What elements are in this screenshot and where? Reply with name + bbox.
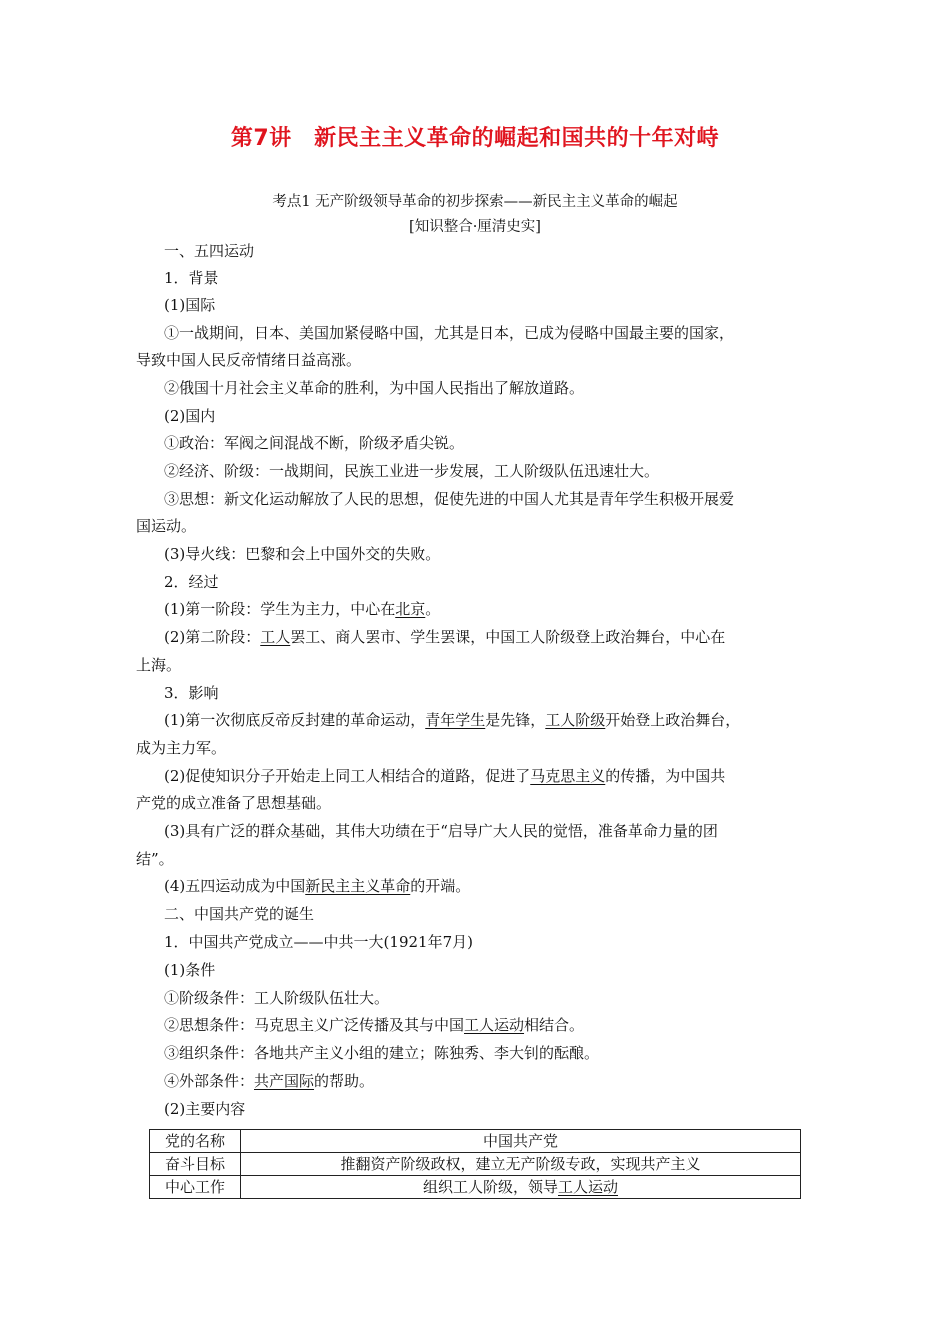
paragraph: 产党的成立准备了思想基础。 — [136, 794, 332, 812]
table-row — [150, 1176, 801, 1199]
item-heading: (1)条件 — [164, 961, 216, 979]
underlined-term: 北京 — [395, 600, 426, 618]
paragraph: (3)具有广泛的群众基础，其伟大功绩在于“启导广大人民的觉悟，准备革命力量的团 — [164, 822, 718, 840]
underlined-term: 青年学生 — [425, 711, 486, 729]
paragraph: ①阶级条件：工人阶级队伍壮大。 — [164, 989, 390, 1007]
table-cell-value: 中国共产党 — [241, 1130, 801, 1153]
subsection-heading: 2．经过 — [164, 573, 219, 591]
text: 的帮助。 — [314, 1072, 375, 1090]
paragraph: ①政治：军阀之间混战不断，阶级矛盾尖锐。 — [164, 434, 465, 452]
item-heading: (1)国际 — [164, 296, 216, 314]
text: 相结合。 — [524, 1016, 585, 1034]
table-cell-key: 中心工作 — [150, 1176, 241, 1199]
lesson-title: 第7讲 新民主主义革命的崛起和国共的十年对峙 — [230, 126, 720, 151]
section-heading: 二、中国共产党的诞生 — [164, 905, 315, 923]
text: 罢工、商人罢市、学生罢课，中国工人阶级登上政治舞台，中心在 — [290, 628, 726, 646]
paragraph — [164, 876, 470, 896]
section-heading: 一、五四运动 — [164, 242, 255, 260]
paragraph: 国运动。 — [136, 517, 197, 535]
table-cell-key: 奋斗目标 — [150, 1153, 241, 1176]
underlined-term: 工人运动 — [558, 1178, 619, 1196]
paragraph: 成为主力军。 — [136, 739, 227, 757]
table-cell-value: 推翻资产阶级政权，建立无产阶级专政，实现共产主义 — [241, 1153, 801, 1176]
paragraph: ①一战期间，日本、美国加紧侵略中国，尤其是日本，已成为侵略中国最主要的国家， — [164, 324, 735, 342]
underlined-term: 马克思主义 — [530, 767, 606, 785]
paragraph: ③组织条件：各地共产主义小组的建立；陈独秀、李大钊的酝酿。 — [164, 1044, 600, 1062]
text: 开始登上政治舞台， — [605, 711, 741, 729]
text: ④外部条件： — [164, 1072, 255, 1090]
text: 。 — [425, 600, 441, 618]
paragraph: 导致中国人民反帝情绪日益高涨。 — [136, 351, 362, 369]
text: 的传播，为中国共 — [605, 767, 726, 785]
text: (2)促使知识分子开始走上同工人相结合的道路，促进了 — [164, 767, 531, 785]
paragraph — [164, 1015, 584, 1035]
paragraph: (3)导火线：巴黎和会上中国外交的失败。 — [164, 545, 441, 563]
topic-heading: 考点1 无产阶级领导革命的初步探索——新民主主义革命的崛起 — [272, 194, 678, 210]
table-cell-value — [241, 1176, 801, 1199]
paragraph — [164, 599, 440, 619]
underlined-term: 共产国际 — [254, 1072, 315, 1090]
subsection-heading: 1．中国共产党成立——中共一大(1921年7月) — [164, 933, 473, 951]
text: 组织工人阶级，领导 — [422, 1178, 558, 1196]
paragraph: ③思想：新文化运动解放了人民的思想，促使先进的中国人尤其是青年学生积极开展爱 — [164, 490, 735, 508]
paragraph: ②经济、阶级：一战期间，民族工业进一步发展，工人阶级队伍迅速壮大。 — [164, 462, 660, 480]
paragraph — [164, 710, 740, 730]
text: (1)第一次彻底反帝反封建的革命运动， — [164, 711, 426, 729]
text: 是先锋， — [485, 711, 546, 729]
paragraph — [164, 1071, 374, 1091]
table-row — [150, 1153, 801, 1176]
text: (1)第一阶段：学生为主力，中心在 — [164, 600, 396, 618]
item-heading: (2)国内 — [164, 407, 216, 425]
underlined-term: 工人 — [260, 628, 291, 646]
subsection-heading: 3．影响 — [164, 684, 219, 702]
topic-subheading: [知识整合·厘清史实] — [409, 219, 541, 235]
text: (4)五四运动成为中国 — [164, 877, 306, 895]
text: (2)第二阶段： — [164, 628, 261, 646]
paragraph — [164, 766, 725, 786]
paragraph: 结”。 — [136, 850, 174, 868]
underlined-term: 工人运动 — [464, 1016, 525, 1034]
text: ②思想条件：马克思主义广泛传播及其与中国 — [164, 1016, 465, 1034]
underlined-term: 工人阶级 — [545, 711, 606, 729]
party-info-table — [149, 1129, 801, 1199]
text: 的开端。 — [410, 877, 471, 895]
underlined-term: 新民主主义革命 — [305, 877, 411, 895]
subsection-heading: 1．背景 — [164, 269, 219, 287]
table-row — [150, 1130, 801, 1153]
table-cell-key: 党的名称 — [150, 1130, 241, 1153]
paragraph: ②俄国十月社会主义革命的胜利，为中国人民指出了解放道路。 — [164, 379, 585, 397]
paragraph — [164, 627, 725, 647]
item-heading: (2)主要内容 — [164, 1100, 246, 1118]
paragraph: 上海。 — [136, 656, 182, 674]
